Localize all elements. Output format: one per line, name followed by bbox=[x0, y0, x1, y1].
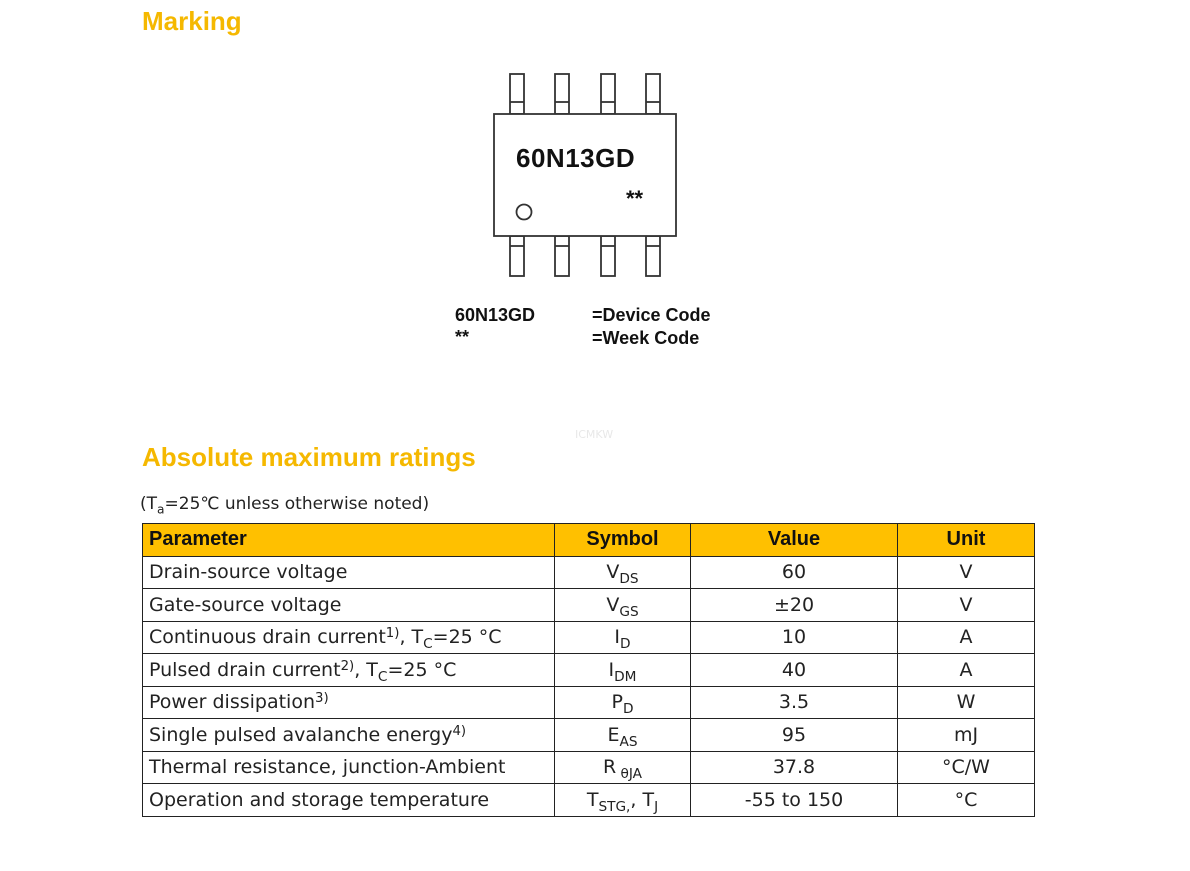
section-title-marking: Marking bbox=[142, 6, 242, 36]
package-outline-diagram bbox=[470, 68, 700, 280]
cell-parameter: Continuous drain current$^{1)}$, $T_C=25$ °C bbox=[143, 621, 555, 654]
cell-value: 37.8 bbox=[691, 751, 898, 784]
cell-parameter: Operation and storage temperature bbox=[143, 784, 555, 817]
cell-symbol: $I_D$ bbox=[555, 621, 691, 654]
cell-unit: V bbox=[898, 556, 1035, 589]
cell-symbol: $T_{STG,}$, $T_J$ bbox=[555, 784, 691, 817]
cell-value: -55 to 150 bbox=[691, 784, 898, 817]
table-row bbox=[143, 654, 1035, 687]
table-row bbox=[143, 686, 1035, 719]
cell-parameter: Single pulsed avalanche energy$^{4)}$ bbox=[143, 719, 555, 752]
package-week-marker: ** bbox=[626, 186, 644, 211]
cell-value: 3.5 bbox=[691, 686, 898, 719]
cell-parameter: Gate-source voltage bbox=[143, 589, 555, 622]
table-row bbox=[143, 719, 1035, 752]
cell-value: 60 bbox=[691, 556, 898, 589]
cell-parameter: Pulsed drain current$^{2)}$, $T_C=25$ °C bbox=[143, 654, 555, 687]
table-header-row bbox=[143, 524, 1035, 557]
cell-unit: A bbox=[898, 621, 1035, 654]
cell-parameter: Thermal resistance, junction-Ambient bbox=[143, 751, 555, 784]
cell-parameter: Power dissipation$^{3)}$ bbox=[143, 686, 555, 719]
header-unit: Unit bbox=[898, 524, 1035, 557]
cell-symbol: $V_{GS}$ bbox=[555, 589, 691, 622]
cell-unit: mJ bbox=[898, 719, 1035, 752]
cell-unit: A bbox=[898, 654, 1035, 687]
table-row bbox=[143, 621, 1035, 654]
header-symbol: Symbol bbox=[555, 524, 691, 557]
legend-key-week: ** bbox=[455, 327, 470, 347]
watermark: ICMKW bbox=[575, 428, 614, 441]
cell-symbol: $V_{DS}$ bbox=[555, 556, 691, 589]
cell-unit: V bbox=[898, 589, 1035, 622]
cell-value: 95 bbox=[691, 719, 898, 752]
legend-value-device: =Device Code bbox=[592, 305, 711, 325]
cell-unit: °C/W bbox=[898, 751, 1035, 784]
cell-parameter: Drain-source voltage bbox=[143, 556, 555, 589]
condition-note: ($T_a=25℃$ unless otherwise noted) bbox=[140, 494, 430, 517]
cell-unit: °C bbox=[898, 784, 1035, 817]
package-device-code: 60N13GD bbox=[516, 143, 636, 173]
cell-value: 40 bbox=[691, 654, 898, 687]
cell-value: 10 bbox=[691, 621, 898, 654]
table-row bbox=[143, 589, 1035, 622]
header-value: Value bbox=[691, 524, 898, 557]
cell-symbol: $I_{DM}$ bbox=[555, 654, 691, 687]
section-title-ratings: Absolute maximum ratings bbox=[142, 442, 476, 472]
cell-symbol: R $_{\theta JA}$ bbox=[555, 751, 691, 784]
header-parameter: Parameter bbox=[143, 524, 555, 557]
cell-unit: W bbox=[898, 686, 1035, 719]
table-row bbox=[143, 556, 1035, 589]
cell-value: ±20 bbox=[691, 589, 898, 622]
cell-symbol: $E_{AS}$ bbox=[555, 719, 691, 752]
ratings-table bbox=[142, 523, 1035, 817]
cell-symbol: $P_D$ bbox=[555, 686, 691, 719]
legend-value-week: =Week Code bbox=[592, 328, 700, 348]
table-row bbox=[143, 784, 1035, 817]
table-row bbox=[143, 751, 1035, 784]
legend-key-device: 60N13GD bbox=[455, 305, 536, 325]
